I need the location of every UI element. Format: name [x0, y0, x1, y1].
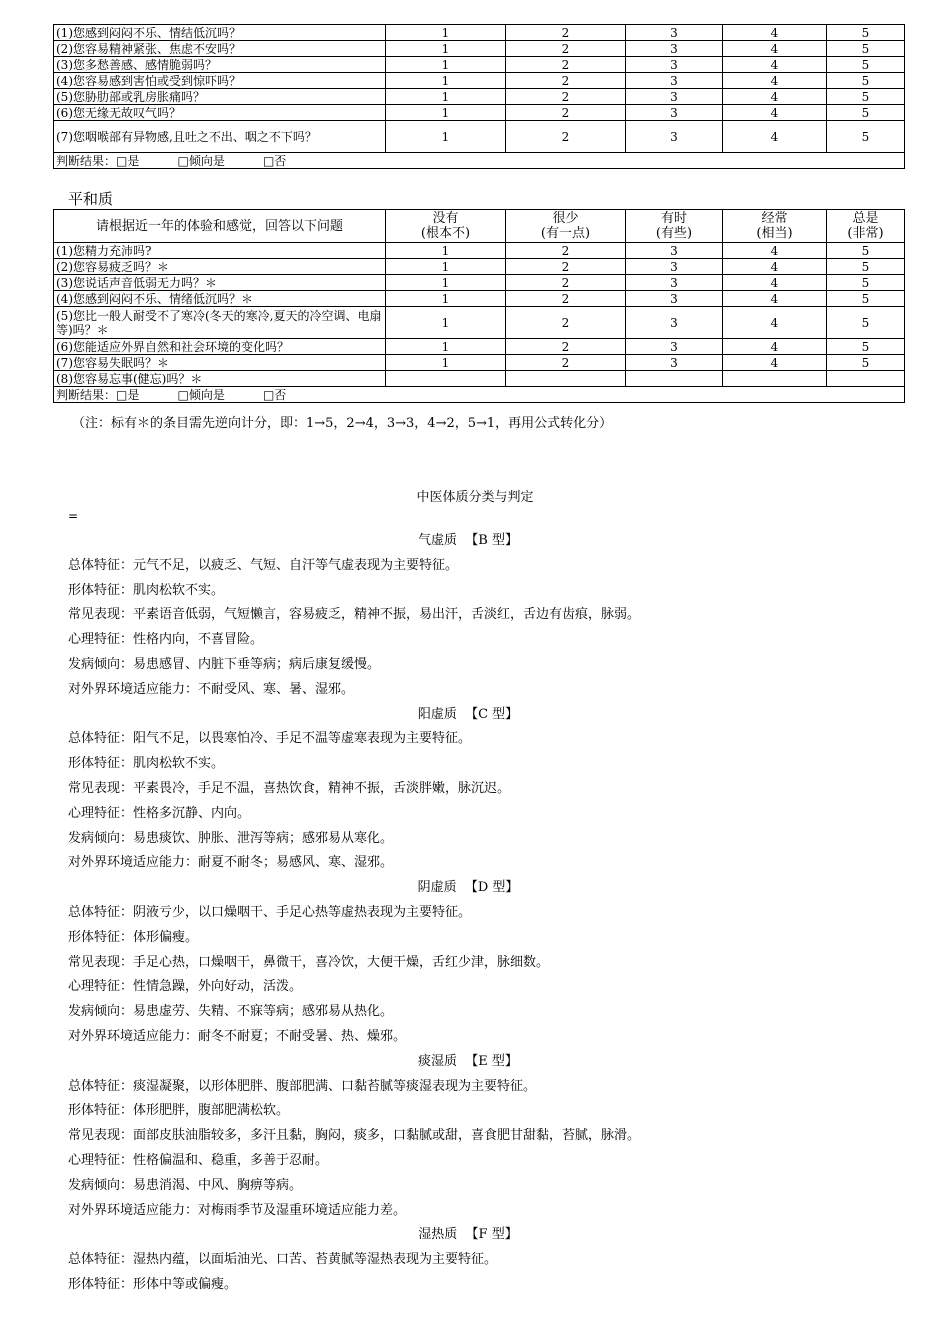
header-rarely: 很少 (有一点): [506, 210, 626, 243]
constitution-line: 对外界环境适应能力：耐冬不耐夏；不耐受暑、热、燥邪。: [68, 1028, 407, 1044]
questionnaire-table-1-body: [54, 25, 905, 169]
score-cell: 4: [723, 89, 827, 105]
score-cell: 2: [506, 105, 626, 121]
score-cell: 3: [626, 307, 723, 339]
score-cell: 3: [626, 291, 723, 307]
score-cell: 1: [386, 355, 506, 371]
score-cell: 4: [723, 41, 827, 57]
score-cell: 4: [723, 73, 827, 89]
questionnaire-table-2-body: [54, 243, 905, 403]
score-cell: 4: [723, 25, 827, 41]
score-cell: [723, 371, 827, 387]
constitution-line: 形体特征：形体中等或偏瘦。: [68, 1276, 238, 1292]
question-cell: (7)您容易失眠吗？＊: [54, 355, 386, 371]
constitution-line: 发病倾向：易患消渴、中风、胸痹等病。: [68, 1177, 303, 1193]
question-cell: (4)您容易感到害怕或受到惊吓吗？: [54, 73, 386, 89]
score-cell: 1: [386, 89, 506, 105]
constitution-line: 形体特征：体形肥胖，腹部肥满松软。: [68, 1103, 290, 1119]
score-cell: 3: [626, 275, 723, 291]
question-cell: (6)您无缘无故叹气吗？: [54, 105, 386, 121]
constitution-line: 发病倾向：易患痰饮、肿胀、泄泻等病；感邪易从寒化。: [68, 830, 394, 846]
judgment-cell: 判断结果：□是 □倾向是 □否: [54, 153, 905, 169]
score-cell: 5: [827, 57, 905, 73]
score-cell: 2: [506, 339, 626, 355]
score-cell: 5: [827, 307, 905, 339]
question-cell: (1)您感到闷闷不乐、情结低沉吗？: [54, 25, 386, 41]
score-cell: 4: [723, 307, 827, 339]
score-cell: 2: [506, 89, 626, 105]
constitution-line: 对外界环境适应能力：耐夏不耐冬；易感风、寒、湿邪。: [68, 855, 394, 871]
score-cell: 2: [506, 25, 626, 41]
constitution-line: 形体特征：肌肉松软不实。: [68, 756, 225, 772]
table-row: [54, 339, 905, 355]
table-row: [54, 41, 905, 57]
score-cell: [386, 371, 506, 387]
score-cell: 1: [386, 121, 506, 153]
score-cell: 3: [626, 105, 723, 121]
score-cell: 5: [827, 259, 905, 275]
score-cell: 3: [626, 73, 723, 89]
score-cell: 5: [827, 355, 905, 371]
constitution-line: 形体特征：肌肉松软不实。: [68, 582, 225, 598]
score-cell: 4: [723, 57, 827, 73]
score-cell: 3: [626, 41, 723, 57]
question-cell: (7)您咽喉部有异物感,且吐之不出、咽之不下吗？: [54, 121, 386, 153]
question-cell: (3)您说话声音低弱无力吗？＊: [54, 275, 386, 291]
question-cell: (3)您多愁善感、感情脆弱吗？: [54, 57, 386, 73]
score-cell: 2: [506, 73, 626, 89]
header-sometimes: 有时 (有些): [626, 210, 723, 243]
table-row: [54, 371, 905, 387]
score-cell: 1: [386, 339, 506, 355]
table-row: [54, 355, 905, 371]
constitution-line: 发病倾向：易患感冒、内脏下垂等病；病后康复缓慢。: [68, 656, 381, 672]
question-cell: (8)您容易忘事(健忘)吗？＊: [54, 371, 386, 387]
score-cell: 2: [506, 259, 626, 275]
score-cell: [827, 371, 905, 387]
score-cell: 3: [626, 243, 723, 259]
score-cell: 2: [506, 307, 626, 339]
score-cell: 1: [386, 57, 506, 73]
question-cell: (2)您容易疲乏吗？＊: [54, 259, 386, 275]
question-cell: (4)您感到闷闷不乐、情绪低沉吗？＊: [54, 291, 386, 307]
instruction-header: 请根据近一年的体验和感觉，回答以下问题: [54, 210, 386, 243]
constitution-line: 总体特征：痰湿凝聚，以形体肥胖、腹部肥满、口黏苔腻等痰湿表现为主要特征。: [68, 1078, 537, 1094]
constitution-line: 发病倾向：易患虚劳、失精、不寐等病；感邪易从热化。: [68, 1004, 394, 1020]
score-cell: 1: [386, 307, 506, 339]
questionnaire-table-1: [53, 24, 905, 169]
table-row: [54, 291, 905, 307]
constitution-line: 对外界环境适应能力：不耐受风、寒、暑、湿邪。: [68, 681, 355, 697]
score-cell: 1: [386, 73, 506, 89]
constitution-line: 总体特征：元气不足，以疲乏、气短、自汗等气虚表现为主要特征。: [68, 557, 459, 573]
score-cell: 3: [626, 57, 723, 73]
score-cell: 4: [723, 275, 827, 291]
score-cell: 2: [506, 57, 626, 73]
score-cell: 4: [723, 121, 827, 153]
table-row: [54, 275, 905, 291]
score-cell: 1: [386, 275, 506, 291]
constitution-line: 对外界环境适应能力：对梅雨季节及湿重环境适应能力差。: [68, 1202, 407, 1218]
score-cell: 5: [827, 243, 905, 259]
constitution-line: 常见表现：平素畏冷，手足不温，喜热饮食，精神不振，舌淡胖嫩，脉沉迟。: [68, 780, 511, 796]
score-cell: 5: [827, 41, 905, 57]
question-cell: (6)您能适应外界自然和社会环境的变化吗？: [54, 339, 386, 355]
score-cell: 3: [626, 355, 723, 371]
constitution-descriptions: [68, 529, 928, 1298]
score-cell: 2: [506, 355, 626, 371]
table-row: [54, 105, 905, 121]
question-cell: (5)您胁肋部或乳房胀痛吗？: [54, 89, 386, 105]
table-row: [54, 121, 905, 153]
score-cell: 4: [723, 355, 827, 371]
constitution-line: 常见表现：手足心热，口燥咽干，鼻微干，喜冷饮，大便干燥，舌红少津，脉细数。: [68, 954, 550, 970]
score-cell: [626, 371, 723, 387]
score-cell: 5: [827, 275, 905, 291]
constitution-line: 形体特征：体形偏瘦。: [68, 929, 199, 945]
score-cell: 5: [827, 291, 905, 307]
scoring-note: （注：标有＊的条目需先逆向计分，即：1→5，2→4，3→3，4→2，5→1，再用公式转化分）: [72, 416, 613, 431]
question-cell: (5)您比一般人耐受不了寒冷(冬天的寒冷,夏天的冷空调、电扇等)吗？＊: [54, 307, 386, 339]
table-row: [54, 307, 905, 339]
constitution-line: 总体特征：湿热内蕴，以面垢油光、口苦、苔黄腻等湿热表现为主要特征。: [68, 1252, 498, 1268]
header-never: 没有 (根本不): [386, 210, 506, 243]
questionnaire-table-2: [53, 209, 905, 403]
constitution-line: 总体特征：阴液亏少，以口燥咽干、手足心热等虚热表现为主要特征。: [68, 904, 472, 920]
document-title: 中医体质分类与判定: [416, 490, 534, 505]
constitution-line: 常见表现：面部皮肤油脂较多，多汗且黏，胸闷，痰多，口黏腻或甜，喜食肥甘甜黏，苔腻，脉滑。: [68, 1128, 641, 1144]
score-cell: 5: [827, 25, 905, 41]
score-cell: 2: [506, 291, 626, 307]
constitution-line: 心理特征：性格偏温和、稳重，多善于忍耐。: [68, 1152, 329, 1168]
judgment-row: [54, 153, 905, 169]
constitution-line: 心理特征：性情急躁，外向好动，活泼。: [68, 979, 303, 995]
score-cell: 3: [626, 259, 723, 275]
score-cell: 4: [723, 339, 827, 355]
judgment-cell: 判断结果：□是 □倾向是 □否: [54, 387, 905, 403]
constitution-line: 常见表现：平素语音低弱，气短懒言，容易疲乏，精神不振，易出汗，舌淡红，舌边有齿痕，脉弱。: [68, 607, 641, 623]
question-cell: (1)您精力充沛吗?: [54, 243, 386, 259]
score-cell: 4: [723, 291, 827, 307]
score-cell: 3: [626, 89, 723, 105]
table-row: [54, 89, 905, 105]
score-cell: 2: [506, 275, 626, 291]
score-cell: 1: [386, 243, 506, 259]
constitution-line: 总体特征：阳气不足，以畏寒怕冷、手足不温等虚寒表现为主要特征。: [68, 731, 472, 747]
constitution-header: 阳虚质 【C 型】: [417, 706, 519, 722]
score-cell: 1: [386, 25, 506, 41]
constitution-header: 气虚质 【B 型】: [418, 533, 518, 548]
score-cell: 2: [506, 41, 626, 57]
constitution-header: 痰湿质 【E 型】: [418, 1053, 518, 1069]
score-cell: 1: [386, 291, 506, 307]
score-cell: 4: [723, 243, 827, 259]
table-row: [54, 243, 905, 259]
score-cell: 5: [827, 105, 905, 121]
score-cell: 4: [723, 105, 827, 121]
score-cell: 3: [626, 25, 723, 41]
score-cell: 4: [723, 259, 827, 275]
score-cell: 2: [506, 121, 626, 153]
table-header-row: [54, 210, 905, 243]
score-cell: 1: [386, 105, 506, 121]
constitution-line: 心理特征：性格多沉静、内向。: [68, 805, 251, 821]
score-cell: 5: [827, 89, 905, 105]
score-cell: 1: [386, 259, 506, 275]
constitution-header: 阴虚质 【D 型】: [417, 880, 519, 896]
score-cell: 3: [626, 339, 723, 355]
score-cell: 5: [827, 339, 905, 355]
stray-mark: =: [68, 509, 79, 523]
judgment-row: [54, 387, 905, 403]
constitution-line: 心理特征：性格内向，不喜冒险。: [68, 632, 264, 648]
score-cell: [506, 371, 626, 387]
score-cell: 3: [626, 121, 723, 153]
score-cell: 5: [827, 121, 905, 153]
header-always: 总是 (非常): [827, 210, 905, 243]
question-cell: (2)您容易精神紧张、焦虑不安吗？: [54, 41, 386, 57]
table-row: [54, 73, 905, 89]
score-cell: 2: [506, 243, 626, 259]
table-row: [54, 25, 905, 41]
score-cell: 5: [827, 73, 905, 89]
table-row: [54, 57, 905, 73]
score-cell: 1: [386, 41, 506, 57]
constitution-header: 湿热质 【F 型】: [418, 1227, 518, 1243]
header-often: 经常 (相当): [723, 210, 827, 243]
table-row: [54, 259, 905, 275]
section-title: 平和质: [68, 190, 114, 208]
